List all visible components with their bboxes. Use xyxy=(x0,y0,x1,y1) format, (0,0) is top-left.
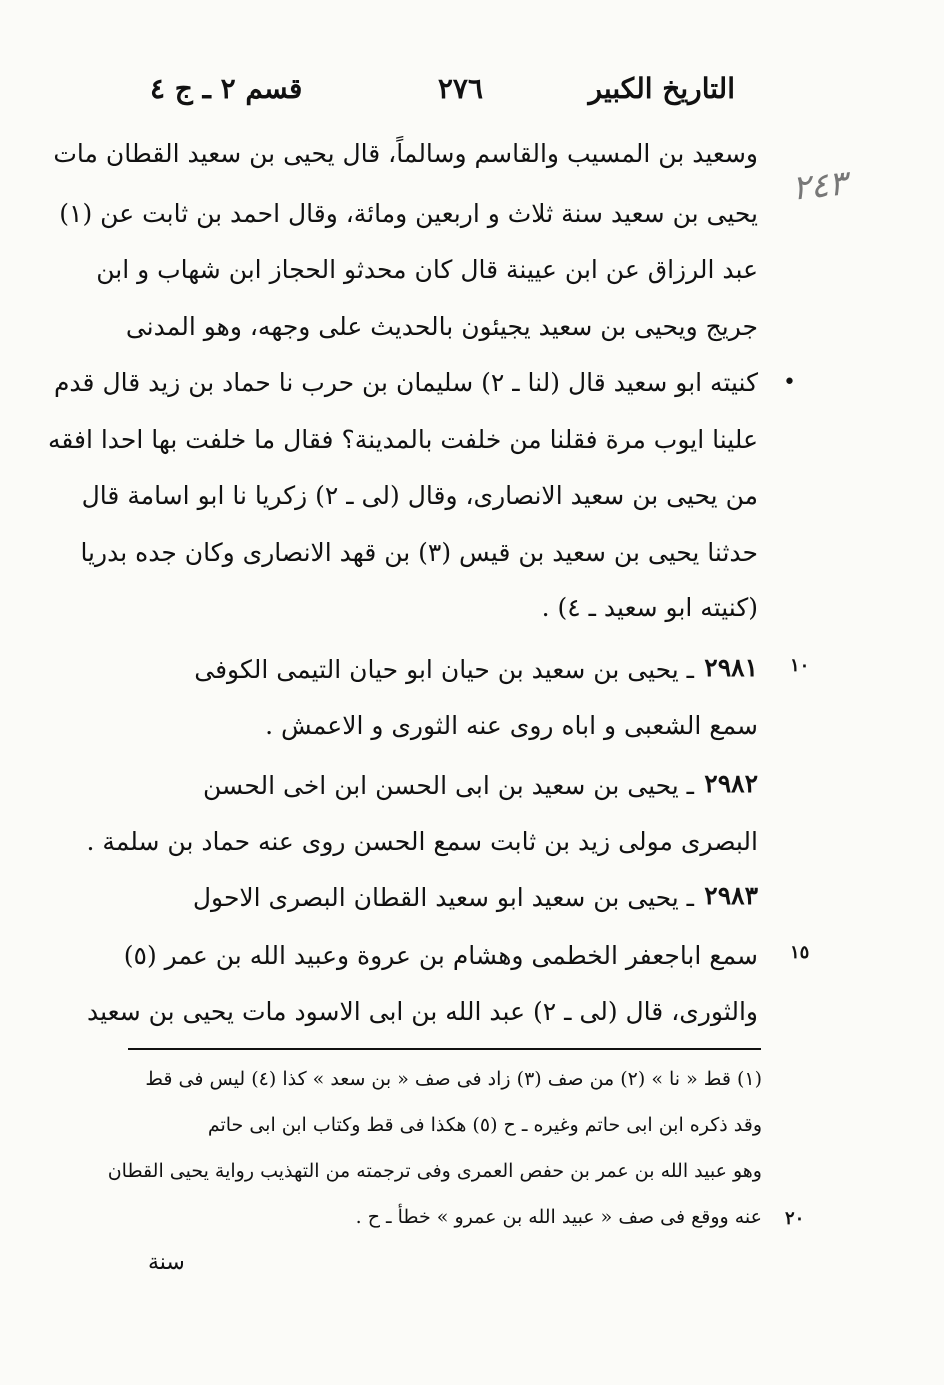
page-number: ٢٧٦ xyxy=(437,72,483,105)
entry-2982-title: ـ يحيى بن سعيد بن ابى الحسن ابن اخى الحسن xyxy=(203,771,694,800)
text-line: والثورى، قال (لى ـ ٢) عبد الله بن ابى الاسود مات يحيى بن سعيد xyxy=(86,997,758,1026)
entry-2981-number: ٢٩٨١ xyxy=(704,653,758,682)
text-line: جريج ويحيى بن سعيد يجيئون بالحديث على وجهه، وهو المدنى xyxy=(125,312,758,341)
footnote-line: عنه ووقع فى صف « عبيد الله بن عمرو » خطأ ـ ح . xyxy=(355,1206,762,1228)
entry-2983-number: ٢٩٨٣ xyxy=(704,881,758,910)
page-header xyxy=(150,72,735,118)
text-line: سمع اباجعفر الخطمى وهشام بن عروة وعبيد الله بن عمر (٥) xyxy=(123,941,758,970)
line-number-20: ٢٠ xyxy=(785,1208,805,1229)
text-line: سمع الشعبى و اباه روى عنه الثورى و الاعمش . xyxy=(265,711,758,740)
text-line: البصرى مولى زيد بن ثابت سمع الحسن روى عنه حماد بن سلمة . xyxy=(86,827,758,856)
line-number-10: ١٠ xyxy=(790,655,810,676)
footnote-line: وقد ذكره ابن ابى حاتم وغيره ـ ح (٥) هكذا فى قط وكتاب ابن ابى حاتم xyxy=(207,1114,762,1136)
text-line: من يحيى بن سعيد الانصارى، وقال (لى ـ ٢) زكريا نا ابو اسامة قال xyxy=(81,481,758,510)
book-title: التاريخ الكبير xyxy=(588,72,735,105)
entry-2982-number: ٢٩٨٢ xyxy=(704,769,758,798)
text-line: وسعيد بن المسيب والقاسم وسالماً، قال يحيى بن سعيد القطان مات xyxy=(53,139,758,168)
text-line: كنيته ابو سعيد قال (لنا ـ ٢) سليمان بن حرب نا حماد بن زيد قال قدم xyxy=(53,368,758,397)
text-line: علينا ايوب مرة فقلنا من خلفت بالمدينة؟ فقال ما خلفت بها احدا افقه xyxy=(47,425,758,454)
margin-bullet: • xyxy=(783,370,796,395)
entry-2981-title: ـ يحيى بن سعيد بن حيان ابو حيان التيمى الكوفى xyxy=(194,655,694,684)
text-line: (كنيته ابو سعيد ـ ٤) . xyxy=(541,593,758,622)
text-line: حدثنا يحيى بن سعيد بن قيس (٣) بن قهد الانصارى وكان جده بدريا xyxy=(80,538,758,567)
footnote-divider xyxy=(128,1048,761,1050)
catchword: سنة xyxy=(148,1250,185,1275)
footnote-line: وهو عبيد الله بن عمر بن حفص العمرى وفى ترجمته من التهذيب رواية يحيى القطان xyxy=(107,1160,762,1182)
handwritten-note: ٢٤٣ xyxy=(790,163,849,209)
line-number-15: ١٥ xyxy=(790,942,810,963)
text-line: عبد الرزاق عن ابن عيينة قال كان محدثو الحجاز ابن شهاب و ابن xyxy=(96,255,758,284)
part-volume: قسم ٢ ـ ج ٤ xyxy=(150,72,303,105)
entry-2983-title: ـ يحيى بن سعيد ابو سعيد القطان البصرى الاحول xyxy=(192,883,694,912)
text-line: يحيى بن سعيد سنة ثلاث و اربعين ومائة، وقال احمد بن ثابت عن (١) xyxy=(59,199,758,228)
footnote-line: (١) قط « نا » (٢) من صف (٣) زاد فى صف « بن سعد » كذا (٤) ليس فى قط xyxy=(145,1068,762,1090)
